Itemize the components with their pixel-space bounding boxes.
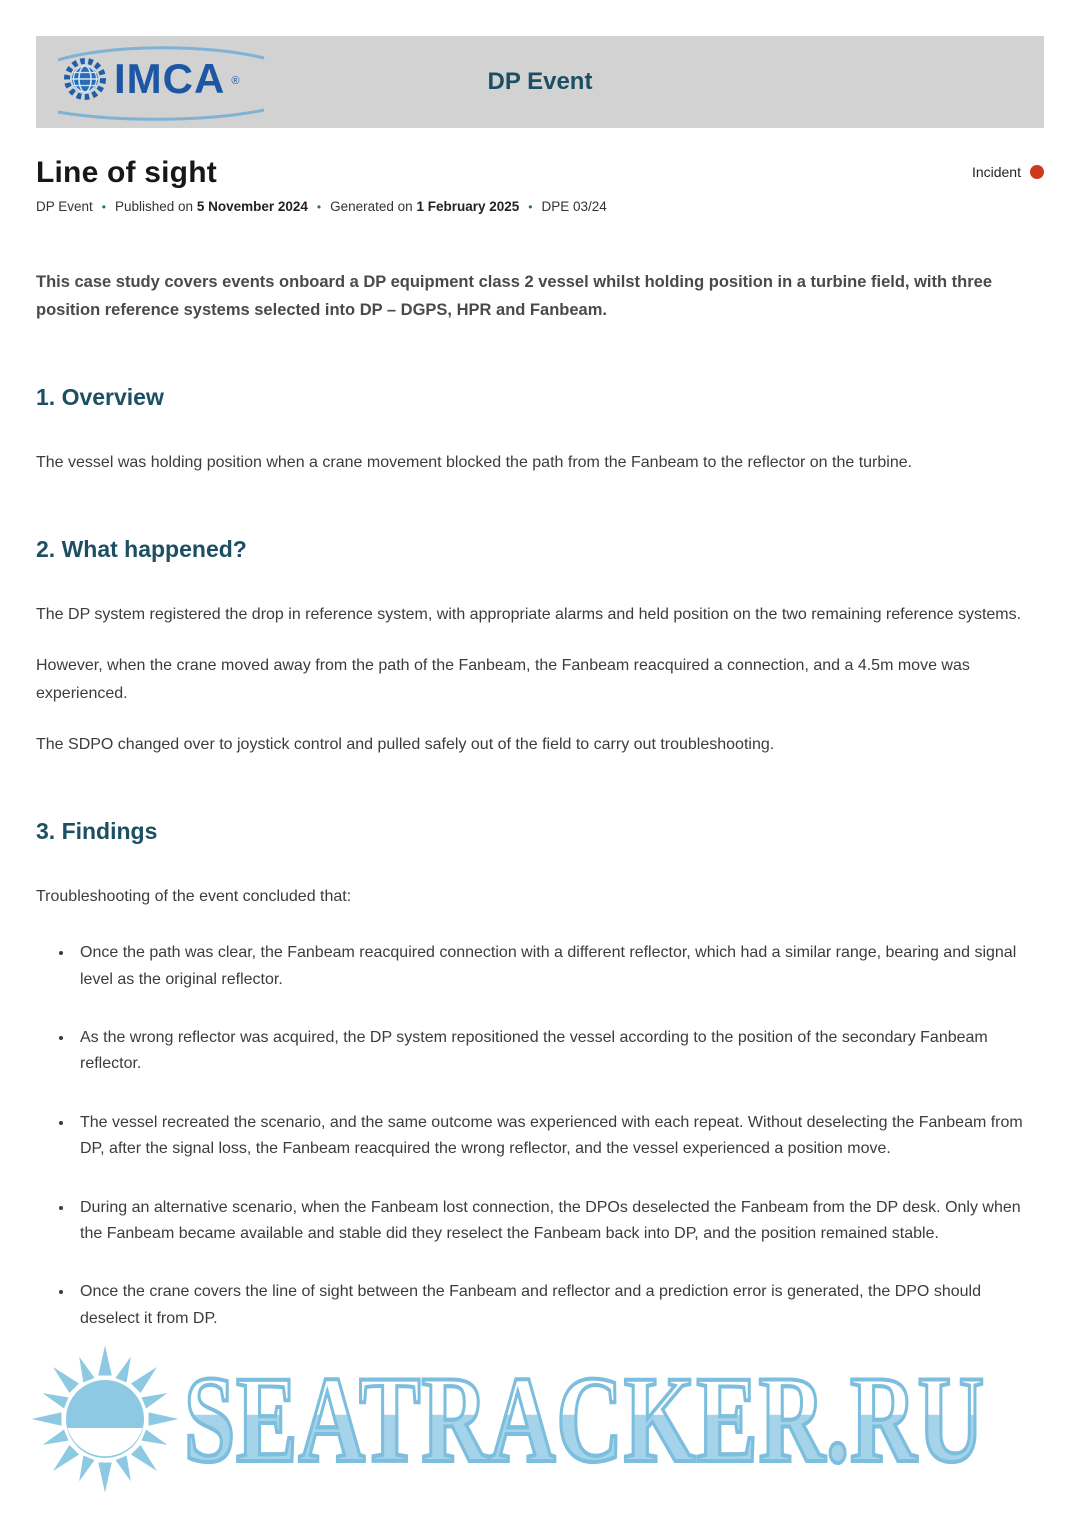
incident-badge	[972, 164, 1044, 180]
bullet-separator-icon: •	[101, 199, 106, 214]
watermark-text: SEATRACKER.RU	[184, 1347, 985, 1490]
body-paragraph: Troubleshooting of the event concluded that:	[36, 888, 352, 906]
body-paragraph: The SDPO changed over to joystick control and pulled safely out of the field to carry out troubleshooting.	[36, 735, 775, 753]
list-item: • Once the crane covers the line of sight between the Fanbeam and reflector and a prediction error is generated, the DPO should deselect it from DP.	[74, 1279, 1044, 1332]
section-what-happened	[36, 536, 1044, 758]
seatracker-watermark	[30, 1336, 1050, 1501]
meta-line	[36, 199, 1044, 214]
bullet-separator-icon: •	[316, 199, 322, 214]
published-date: 5 November 2024	[196, 199, 308, 214]
registered-mark: ®	[231, 75, 240, 87]
generated-date: 1 February 2025	[416, 199, 520, 214]
page-title: Line of sight	[36, 156, 217, 189]
document-header	[36, 36, 1044, 128]
sun-icon	[30, 1344, 180, 1494]
published-label: Published on	[115, 199, 194, 214]
header-title: DP Event	[487, 68, 593, 95]
incident-badge-label: Incident	[971, 164, 1021, 180]
bullet-separator-icon: •	[528, 199, 533, 214]
section-heading: 1. Overview	[36, 384, 164, 411]
imca-logo	[62, 52, 239, 112]
list-item: • As the wrong reflector was acquired, the DP system repositioned the vessel according to the position of the secondary Fanbeam reflector.	[74, 1025, 1044, 1078]
intro-paragraph: This case study covers events onboard a DP equipment class 2 vessel whilst holding position in a turbine field, with three position reference systems selected into DP – DGPS, HPR and Fanbeam.	[36, 273, 993, 320]
list-item: • The vessel recreated the scenario, and the same outcome was experienced with each repeat. Without deselecting the Fanbeam from DP, after the signal loss, the Fanbeam reacquired the wrong reflector, and the vessel experienced a position move.	[74, 1110, 1044, 1163]
list-item: • Once the path was clear, the Fanbeam reacquired connection with a different reflector, which had a similar range, bearing and signal level as the original reflector.	[74, 940, 1044, 993]
body-paragraph: However, when the crane moved away from the path of the Fanbeam, the Fanbeam reacquired a connection, and a 4.5m move was experienced.	[36, 657, 970, 702]
findings-list	[36, 940, 1044, 1332]
meta-category: DP Event	[36, 199, 93, 214]
meta-reference: DPE 03/24	[541, 199, 607, 214]
section-findings	[36, 818, 1044, 1332]
generated-label: Generated on	[330, 199, 413, 214]
logo-text: IMCA	[114, 55, 226, 102]
section-overview	[36, 384, 1044, 476]
list-item: • During an alternative scenario, when the Fanbeam lost connection, the DPOs deselected the Fanbeam from the DP desk. Only when the Fanbeam became available and stable did they reselect the Fanbeam back into DP, and the position remained stable.	[74, 1195, 1044, 1248]
section-heading: 2. What happened?	[36, 536, 247, 563]
body-paragraph: The vessel was holding position when a crane movement blocked the path from the Fanbeam to the reflector on the turbine.	[36, 454, 913, 472]
section-heading: 3. Findings	[36, 818, 158, 845]
body-paragraph: The DP system registered the drop in reference system, with appropriate alarms and held position on the two remaining reference systems.	[36, 606, 1022, 624]
meta-generated	[330, 199, 519, 214]
title-row	[36, 156, 1044, 190]
meta-published	[115, 199, 308, 214]
incident-dot-icon	[1030, 165, 1044, 179]
globe-gear-icon	[62, 56, 108, 102]
